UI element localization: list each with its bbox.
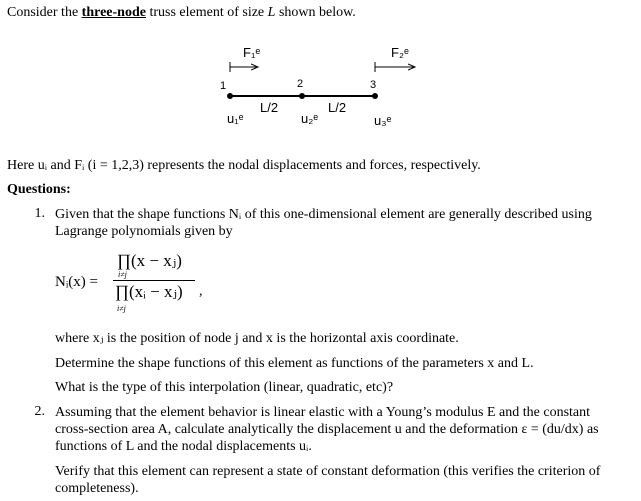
disp-3-label: u₃ᵉ xyxy=(374,113,392,128)
q1-line1: Given that the shape functions Nᵢ of this one-dimensional element are generally described using xyxy=(55,207,592,222)
truss-figure xyxy=(0,0,641,140)
q1-line2: Lagrange polynomials given by xyxy=(55,224,233,239)
node-2-label: 2 xyxy=(297,78,304,90)
intro-suffix: shown below. xyxy=(275,5,356,20)
formula-denominator-index: i≠j xyxy=(117,304,126,313)
formula-trail: , xyxy=(199,284,203,299)
q2-line2: cross-section area A, calculate analytically the displacement u and the deformation ε = (du/dx) as xyxy=(55,422,599,437)
intro-mid: truss element of size xyxy=(145,5,268,20)
segment-2-label: L/2 xyxy=(328,100,347,115)
disp-1-label: u₁ᵉ xyxy=(227,111,244,126)
node-2-dot xyxy=(299,93,305,99)
q2-verify-line1: Verify that this element can represent a state of constant deformation (this verifies the criterion of xyxy=(55,464,601,479)
formula-denominator: ∏(xᵢ − xⱼ) xyxy=(115,282,183,301)
q1-where-line: where xⱼ is the position of node j and x is the horizontal axis coordinate. xyxy=(55,331,459,346)
node-1-dot xyxy=(227,93,233,99)
node-3-label: 3 xyxy=(370,79,377,91)
formula-numerator-index: i≠j xyxy=(118,270,127,279)
q2-number: 2. xyxy=(34,404,45,419)
q1-number: 1. xyxy=(34,206,45,221)
q1-determine-line: Determine the shape functions of this element as functions of the parameters x and L. xyxy=(55,356,534,371)
q2-verify-line2: completeness). xyxy=(55,481,139,496)
intro-prefix: Consider the xyxy=(7,5,82,20)
here-line: Here uᵢ and Fᵢ (i = 1,2,3) represents the nodal displacements and forces, respectively. xyxy=(7,158,481,173)
intro-bold-term: three-node xyxy=(81,5,146,20)
fraction-bar xyxy=(113,280,195,281)
intro-size-symbol: L xyxy=(267,5,276,20)
q2-line3: functions of L and the nodal displacements uᵢ. xyxy=(55,439,312,454)
disp-2-label: u₂ᵉ xyxy=(301,111,319,126)
q2-line1: Assuming that the element behavior is linear elastic with a Young’s modulus E and the constant xyxy=(55,405,591,420)
formula-lhs: Nᵢ(x) = xyxy=(55,274,98,290)
force-1-label: F₁ᵉ xyxy=(243,45,261,60)
q1-type-line: What is the type of this interpolation (linear, quadratic, etc)? xyxy=(55,380,394,395)
node-1-label: 1 xyxy=(220,80,227,92)
formula-numerator: ∏(x − xⱼ) xyxy=(117,251,182,270)
questions-heading: Questions: xyxy=(7,182,71,197)
segment-1-label: L/2 xyxy=(260,100,279,115)
force-2-label: F₂ᵉ xyxy=(391,45,409,60)
